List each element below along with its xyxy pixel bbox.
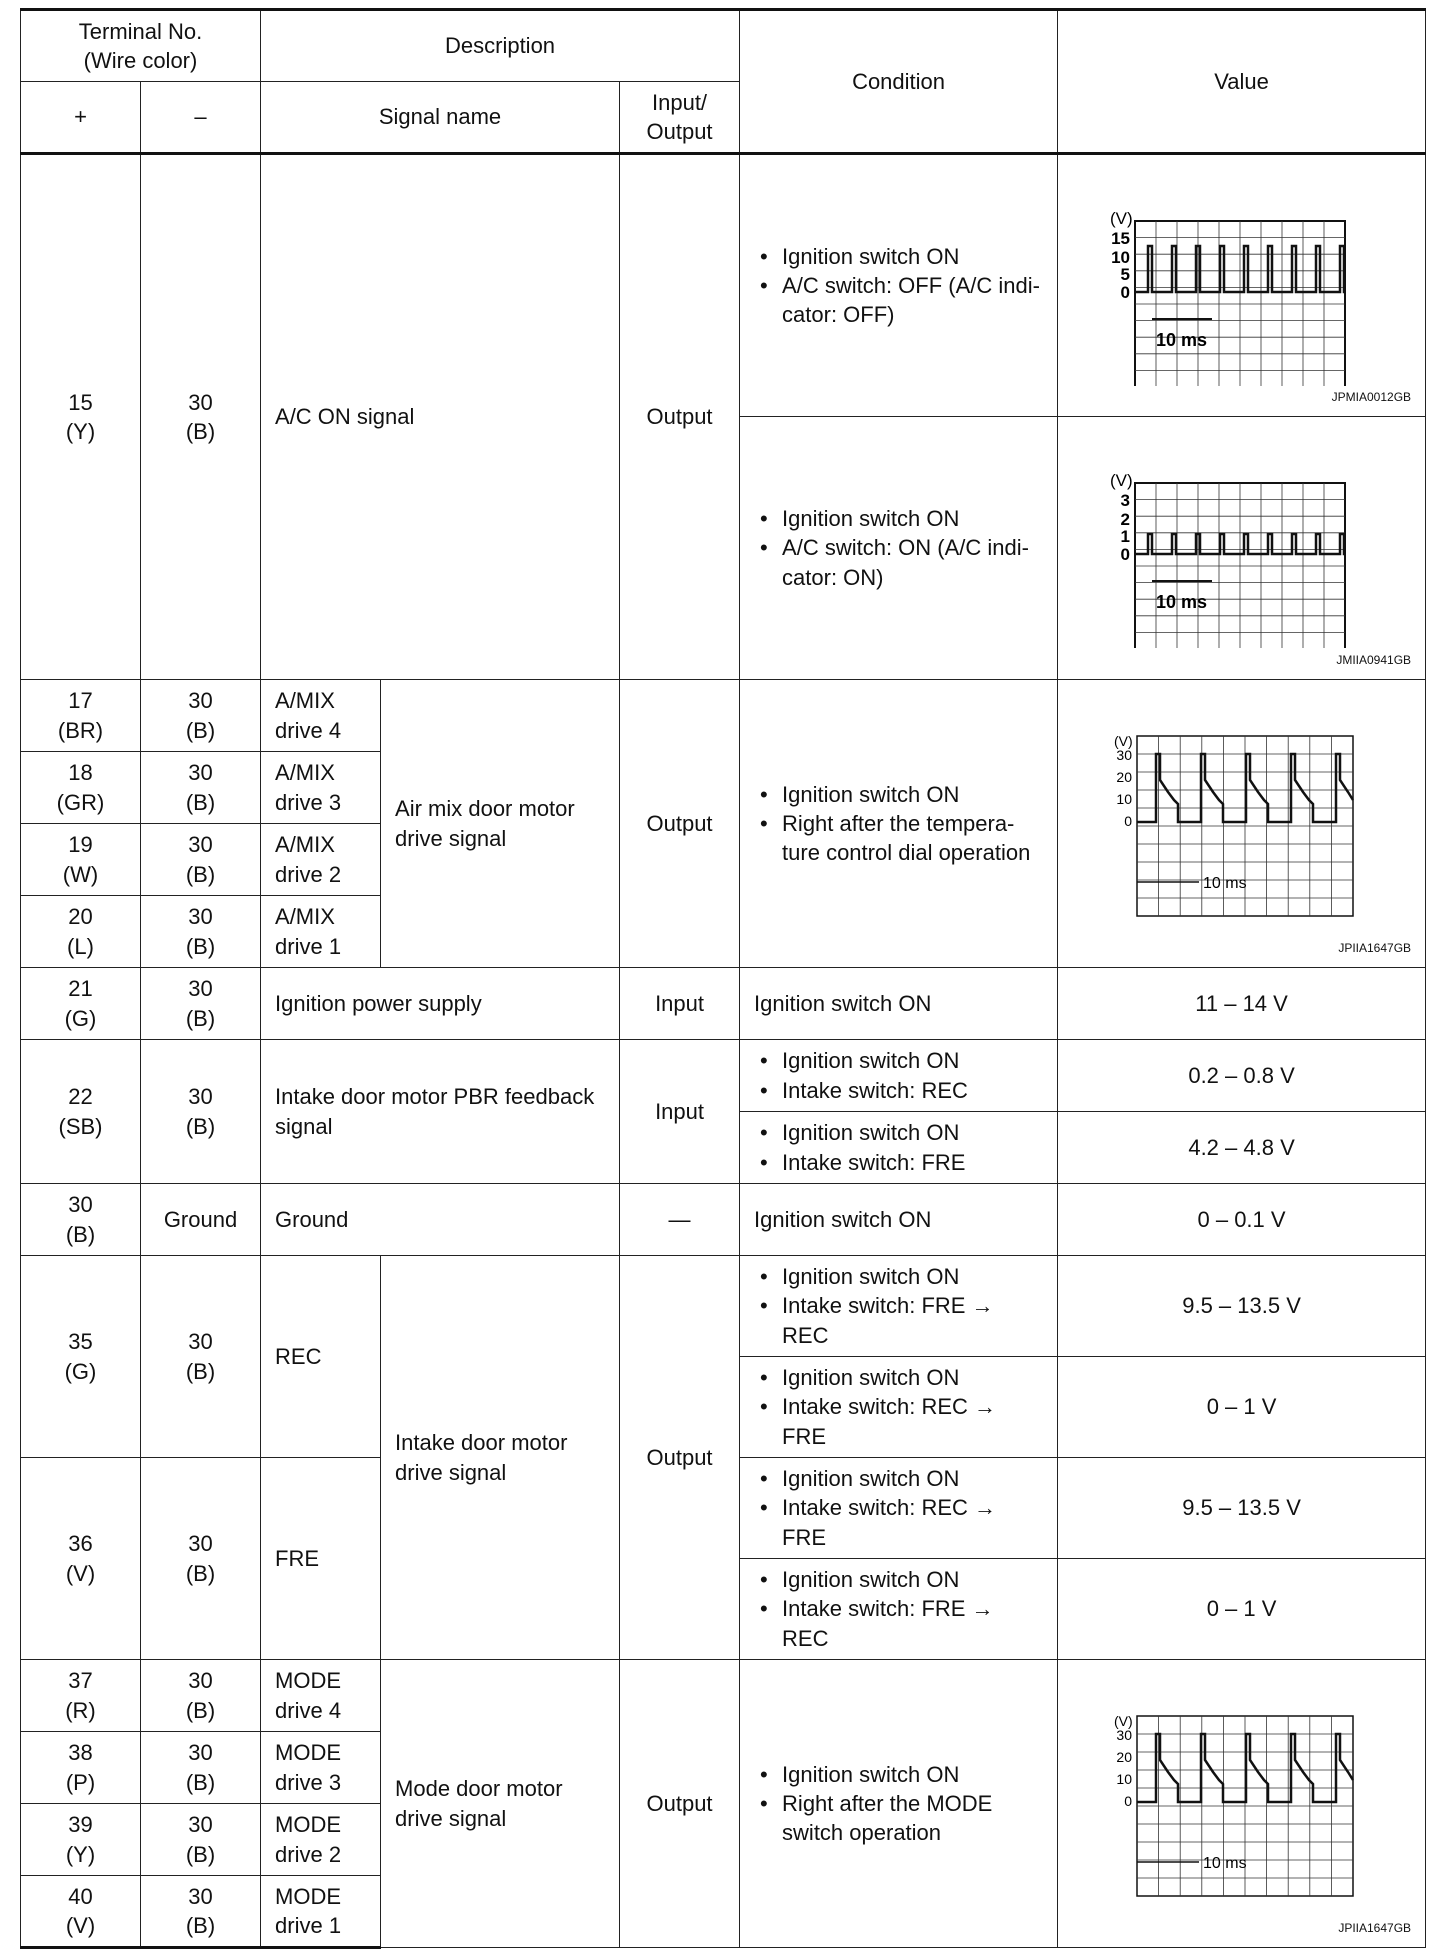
signal-name: Ground	[261, 1184, 620, 1256]
terminal-minus	[141, 154, 261, 680]
terminal-minus	[141, 1256, 261, 1458]
condition-line: Intake switch: FRE →	[782, 1293, 994, 1319]
y-unit: (V)	[1113, 732, 1133, 749]
condition-list	[744, 1363, 1053, 1450]
y-tick: 2	[1120, 510, 1130, 529]
terminal-minus	[141, 1732, 261, 1804]
condition-line: switch operation	[782, 1820, 942, 1846]
wire-color: (W)	[62, 861, 99, 887]
terminal-plus	[21, 1804, 141, 1876]
terminal-number: 30	[68, 1192, 93, 1218]
waveform-acoff	[1092, 186, 1392, 386]
subname-line: A/MIX	[275, 832, 335, 858]
terminal-plus	[21, 1660, 141, 1732]
time-label: 10 ms	[1155, 329, 1207, 350]
image-id: JPMIA0012GB	[1331, 390, 1412, 405]
condition-list	[744, 1760, 1053, 1847]
value-cell: 0 – 1 V	[1058, 1357, 1426, 1458]
condition-cell	[740, 1357, 1058, 1458]
terminal-number: 30	[188, 832, 213, 858]
condition-item	[756, 1392, 1053, 1450]
y-tick: 30	[1115, 1726, 1132, 1743]
terminal-number: 35	[68, 1329, 93, 1355]
condition-line: FRE	[782, 1423, 827, 1449]
subname-line: A/MIX	[275, 904, 335, 930]
image-id: JMIIA0941GB	[1336, 653, 1412, 668]
table-row-15a	[21, 154, 1426, 417]
group-line: Air mix door motor	[395, 796, 575, 822]
terminal-number: 18	[68, 760, 93, 786]
wire-color: (SB)	[58, 1113, 103, 1139]
condition-line: Intake switch: REC →	[782, 1394, 996, 1420]
condition-cell	[740, 1660, 1058, 1948]
value-cell: 0 – 1 V	[1058, 1559, 1426, 1660]
wire-color: (B)	[185, 789, 216, 815]
wire-color: (V)	[65, 1913, 96, 1938]
io-type: Input	[620, 968, 740, 1040]
condition-item	[756, 809, 1053, 867]
subname-line: drive 2	[275, 1841, 342, 1867]
y-tick: 0	[1123, 1792, 1132, 1809]
terminal-plus	[21, 680, 141, 752]
signal-subname	[261, 1876, 381, 1948]
terminal-number: 19	[68, 832, 93, 858]
terminal-number: 21	[68, 976, 93, 1002]
io-type: Input	[620, 1040, 740, 1184]
group-line: drive signal	[395, 825, 507, 851]
condition-cell	[740, 417, 1058, 680]
signal-line: signal	[275, 1113, 333, 1139]
terminal-number: 30	[188, 1883, 213, 1909]
condition-item	[756, 1291, 1053, 1349]
terminal-number: 30	[188, 1740, 213, 1766]
value-cell: 11 – 14 V	[1058, 968, 1426, 1040]
condition-cell: Ignition switch ON	[740, 1184, 1058, 1256]
y-tick: 10	[1115, 1770, 1132, 1787]
wire-color: (B)	[65, 1221, 96, 1247]
terminal-number: 20	[68, 904, 93, 930]
table-row-21	[21, 968, 1426, 1040]
terminal-plus	[21, 1876, 141, 1948]
condition-line: Intake switch: REC →	[782, 1495, 996, 1521]
time-label: 10 ms	[1202, 1854, 1247, 1872]
image-id: JPIIA1647GB	[1338, 1921, 1412, 1936]
terminal-minus: Ground	[141, 1184, 261, 1256]
terminal-table	[20, 8, 1426, 1949]
signal-line: Intake door motor PBR feedback	[275, 1084, 595, 1110]
signal-group-name	[381, 1660, 620, 1948]
y-tick: 0	[1120, 545, 1130, 564]
wire-color: (G)	[64, 1358, 97, 1384]
terminal-minus	[141, 824, 261, 896]
wire-color: (B)	[185, 1113, 216, 1139]
group-line: drive signal	[395, 1805, 507, 1831]
signal-group-name	[381, 680, 620, 968]
waveform-cell	[1058, 680, 1426, 968]
image-id: JPIIA1647GB	[1338, 941, 1412, 956]
condition-line: cator: ON)	[782, 564, 884, 590]
subname-line: drive 2	[275, 861, 342, 887]
wire-color: (V)	[65, 1560, 96, 1586]
io-type: —	[620, 1184, 740, 1256]
condition-list	[744, 780, 1053, 867]
signal-subname: FRE	[261, 1458, 381, 1660]
condition-list	[744, 1565, 1053, 1652]
terminal-minus	[141, 680, 261, 752]
waveform-cell	[1058, 1660, 1426, 1948]
y-tick: 0	[1120, 282, 1130, 302]
header-plus: +	[21, 82, 141, 154]
wire-color: (Y)	[65, 1841, 96, 1867]
condition-line: ture control dial operation	[782, 840, 1031, 866]
terminal-minus	[141, 1876, 261, 1948]
signal-subname	[261, 752, 381, 824]
header-condition: Condition	[740, 10, 1058, 154]
signal-subname	[261, 896, 381, 968]
io-type: Output	[620, 1660, 740, 1948]
subname-line: MODE	[275, 1812, 342, 1838]
condition-item: • Ignition switch ON	[756, 242, 1053, 271]
terminal-plus	[21, 154, 141, 680]
signal-subname	[261, 824, 381, 896]
table-row-22a	[21, 1040, 1426, 1112]
table-row-17	[21, 680, 1426, 752]
terminal-number: 17	[68, 688, 93, 714]
scope-grid	[1135, 483, 1345, 648]
wire-color: (B)	[185, 1560, 216, 1586]
io-type: Output	[620, 1256, 740, 1660]
condition-item: • Ignition switch ON	[756, 1046, 1053, 1075]
terminal-number: 30	[188, 688, 213, 714]
condition-item: • Ignition switch ON	[756, 1760, 1053, 1789]
condition-line: cator: OFF)	[782, 302, 895, 328]
terminal-plus	[21, 752, 141, 824]
terminal-number: 30	[188, 976, 213, 1002]
waveform-mode	[1092, 1694, 1392, 1914]
terminal-number: 30	[188, 389, 213, 415]
scope-grid	[1135, 221, 1345, 386]
condition-cell	[740, 1112, 1058, 1184]
table-row-37	[21, 1660, 1426, 1732]
terminal-number: 37	[68, 1668, 93, 1694]
signal-name: Ignition power supply	[261, 968, 620, 1040]
terminal-minus	[141, 1458, 261, 1660]
terminal-plus	[21, 1256, 141, 1458]
signal-name	[261, 1040, 620, 1184]
header-wire-color: (Wire color)	[83, 48, 198, 73]
header-value: Value	[1058, 10, 1426, 154]
condition-item	[756, 1789, 1053, 1847]
y-tick: 0	[1123, 812, 1132, 829]
terminal-minus	[141, 896, 261, 968]
wire-color: (GR)	[56, 789, 105, 815]
condition-list	[744, 1262, 1053, 1349]
condition-cell	[740, 154, 1058, 417]
y-tick: 10	[1115, 790, 1132, 807]
terminal-number: 30	[188, 1329, 213, 1355]
header-io-line1: Input/	[652, 89, 708, 115]
terminal-plus	[21, 1184, 141, 1256]
signal-subname	[261, 1804, 381, 1876]
signal-subname	[261, 680, 381, 752]
y-tick: 5	[1120, 264, 1130, 284]
condition-line: Intake switch: FRE →	[782, 1596, 994, 1622]
value-cell: 9.5 – 13.5 V	[1058, 1256, 1426, 1357]
condition-item	[756, 1594, 1053, 1652]
terminal-plus	[21, 1458, 141, 1660]
signal-subname: REC	[261, 1256, 381, 1458]
wire-color: (B)	[185, 1841, 216, 1867]
signal-subname	[261, 1660, 381, 1732]
value-cell: 0.2 – 0.8 V	[1058, 1040, 1426, 1112]
subname-line: drive 3	[275, 1769, 342, 1795]
subname-line: MODE	[275, 1668, 342, 1694]
condition-cell	[740, 680, 1058, 968]
condition-item	[756, 271, 1053, 329]
subname-line: drive 1	[275, 933, 342, 959]
header-row-1	[21, 10, 1426, 82]
terminal-plus	[21, 896, 141, 968]
wire-color: (Y)	[65, 419, 96, 444]
table-row-35a	[21, 1256, 1426, 1357]
wire-color: (B)	[185, 1697, 216, 1723]
condition-item	[756, 533, 1053, 591]
subname-line: A/MIX	[275, 760, 335, 786]
terminal-minus	[141, 968, 261, 1040]
terminal-plus	[21, 824, 141, 896]
time-label: 10 ms	[1202, 874, 1247, 892]
condition-cell	[740, 1256, 1058, 1357]
terminal-number: 30	[188, 904, 213, 930]
wire-color: (P)	[65, 1769, 96, 1795]
condition-list	[744, 504, 1053, 591]
terminal-minus	[141, 752, 261, 824]
y-tick: 15	[1110, 228, 1130, 248]
header-signal-name: Signal name	[261, 82, 620, 154]
header-minus: –	[141, 82, 261, 154]
condition-cell: Ignition switch ON	[740, 968, 1058, 1040]
y-tick: 10	[1110, 247, 1130, 267]
waveform-acon	[1092, 448, 1392, 648]
wire-color: (B)	[185, 1769, 216, 1795]
waveform-trace	[1137, 1734, 1353, 1802]
condition-line: REC	[782, 1322, 829, 1348]
terminal-minus	[141, 1804, 261, 1876]
condition-line: FRE	[782, 1524, 827, 1550]
condition-item: • Ignition switch ON	[756, 1118, 1053, 1147]
terminal-number: 22	[68, 1084, 93, 1110]
condition-item: • Ignition switch ON	[756, 504, 1053, 533]
terminal-number: 30	[188, 1084, 213, 1110]
waveform-trace	[1137, 754, 1353, 822]
table-row-30	[21, 1184, 1426, 1256]
condition-item	[756, 1493, 1053, 1551]
terminal-number: 30	[188, 1812, 213, 1838]
condition-list	[744, 242, 1053, 329]
wire-color: (G)	[64, 1005, 97, 1031]
y-tick: 3	[1120, 491, 1130, 510]
condition-item: • Ignition switch ON	[756, 1363, 1053, 1392]
y-tick: 20	[1115, 768, 1132, 785]
condition-line: Right after the MODE	[782, 1790, 993, 1816]
terminal-minus	[141, 1040, 261, 1184]
condition-cell	[740, 1040, 1058, 1112]
condition-line: A/C switch: ON (A/C indi-	[782, 535, 1029, 561]
subname-line: drive 3	[275, 789, 342, 815]
subname-line: drive 4	[275, 1697, 342, 1723]
wire-color: (R)	[65, 1697, 96, 1723]
group-line: Intake door motor	[395, 1430, 568, 1456]
condition-item: • Intake switch: REC	[756, 1076, 1053, 1105]
io-type: Output	[620, 680, 740, 968]
header-terminal	[21, 10, 261, 82]
y-unit: (V)	[1109, 471, 1133, 490]
value-cell: 4.2 – 4.8 V	[1058, 1112, 1426, 1184]
terminal-number: 30	[188, 1531, 213, 1557]
header-io-line2: Output	[646, 119, 713, 144]
io-type: Output	[620, 154, 740, 680]
terminal-number: 30	[188, 760, 213, 786]
value-cell: 0 – 0.1 V	[1058, 1184, 1426, 1256]
subname-line: A/MIX	[275, 688, 335, 714]
terminal-plus	[21, 968, 141, 1040]
wire-color: (B)	[185, 419, 216, 444]
time-label: 10 ms	[1155, 592, 1207, 612]
header-io	[620, 82, 740, 154]
condition-list	[744, 1046, 1053, 1104]
signal-group-name	[381, 1256, 620, 1660]
waveform-cell	[1058, 154, 1426, 417]
subname-line: drive 4	[275, 717, 342, 743]
condition-line: A/C switch: OFF (A/C indi-	[782, 272, 1040, 298]
signal-name: A/C ON signal	[261, 154, 620, 680]
header-terminal-no: Terminal No.	[78, 18, 203, 44]
condition-list	[744, 1464, 1053, 1551]
terminal-plus	[21, 1040, 141, 1184]
group-line: drive signal	[395, 1459, 507, 1485]
condition-item: • Ignition switch ON	[756, 1464, 1053, 1493]
subname-line: MODE	[275, 1883, 342, 1909]
header-description: Description	[261, 10, 740, 82]
terminal-number: 40	[68, 1883, 93, 1909]
wire-color: (B)	[185, 717, 216, 743]
condition-item: • Intake switch: FRE	[756, 1148, 1053, 1177]
condition-cell	[740, 1458, 1058, 1559]
y-unit: (V)	[1113, 1712, 1133, 1729]
condition-item: • Ignition switch ON	[756, 1262, 1053, 1291]
condition-cell	[740, 1559, 1058, 1660]
subname-line: drive 1	[275, 1913, 342, 1938]
condition-item: • Ignition switch ON	[756, 780, 1053, 809]
terminal-number: 36	[68, 1531, 93, 1557]
subname-line: MODE	[275, 1740, 342, 1766]
wire-color: (B)	[185, 933, 216, 959]
y-tick: 1	[1120, 527, 1130, 546]
terminal-minus	[141, 1660, 261, 1732]
terminal-plus	[21, 1732, 141, 1804]
wire-color: (BR)	[57, 717, 104, 743]
condition-line: Right after the tempera-	[782, 810, 1015, 836]
wire-color: (B)	[185, 861, 216, 887]
signal-subname	[261, 1732, 381, 1804]
wire-color: (L)	[67, 933, 94, 959]
y-tick: 30	[1115, 746, 1132, 763]
terminal-number: 15	[68, 389, 93, 415]
terminal-number: 39	[68, 1812, 93, 1838]
wire-color: (B)	[185, 1005, 216, 1031]
y-tick: 20	[1115, 1748, 1132, 1765]
wire-color: (B)	[185, 1913, 216, 1938]
waveform-cell	[1058, 417, 1426, 680]
terminal-number: 38	[68, 1740, 93, 1766]
condition-item: • Ignition switch ON	[756, 1565, 1053, 1594]
waveform-amix	[1092, 714, 1392, 934]
condition-line: REC	[782, 1625, 829, 1651]
terminal-number: 30	[188, 1668, 213, 1694]
condition-list	[744, 1118, 1053, 1176]
y-unit: (V)	[1109, 208, 1133, 228]
wire-color: (B)	[185, 1358, 216, 1384]
value-cell: 9.5 – 13.5 V	[1058, 1458, 1426, 1559]
group-line: Mode door motor	[395, 1776, 563, 1802]
